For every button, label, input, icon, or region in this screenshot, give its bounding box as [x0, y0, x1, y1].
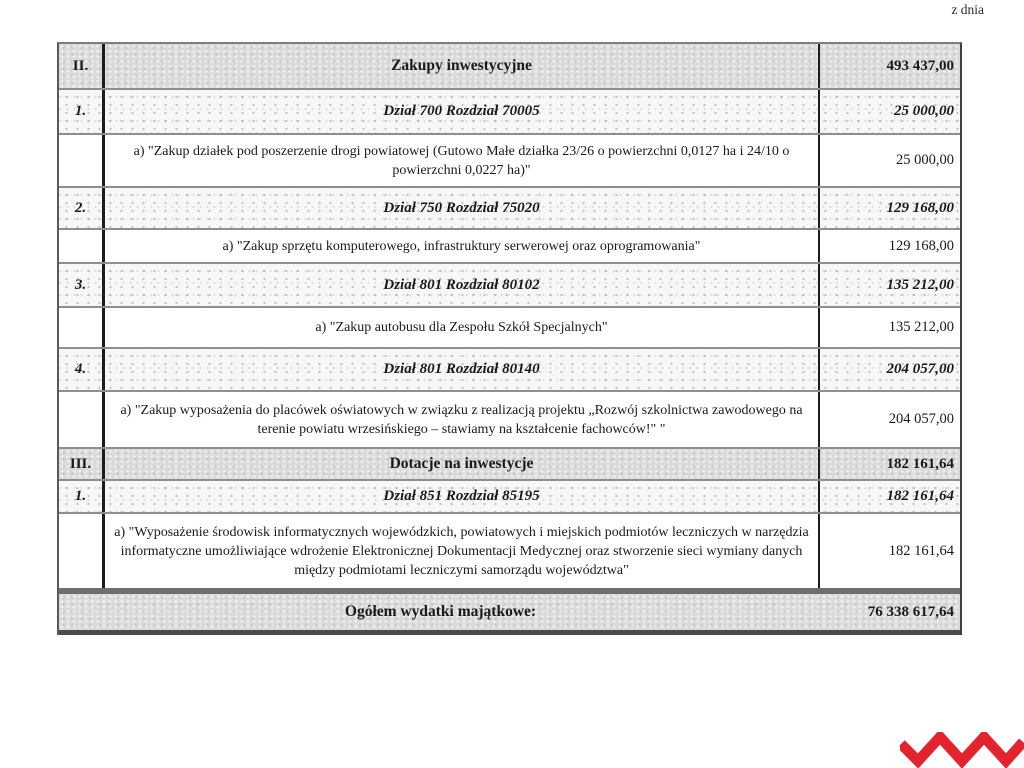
row-number: III. [59, 449, 105, 479]
row-number: 4. [59, 349, 105, 390]
row-number: 2. [59, 188, 105, 228]
table-row-chapter [59, 90, 960, 135]
table-row-item [59, 135, 960, 188]
row-number [59, 514, 105, 588]
row-number [59, 135, 105, 186]
row-amount: 182 161,64 [886, 455, 954, 472]
row-amount: 204 057,00 [888, 411, 954, 427]
table-row-chapter [59, 349, 960, 392]
row-amount: 25 000,00 [894, 103, 954, 119]
row-label: Dział 851 Rozdział 85195 [105, 481, 820, 512]
row-label: a) "Zakup działek pod poszerzenie drogi powiatowej (Gutowo Małe działka 23/26 o powierzchni 0,0127 ha i 24/10 o powierzchni 0,0227 ha)" [105, 135, 820, 186]
row-label: Dział 700 Rozdział 70005 [105, 90, 820, 133]
row-number: II. [59, 44, 105, 88]
table-row-section-ii [59, 44, 960, 90]
row-number: 1. [59, 90, 105, 133]
row-amount: 129 168,00 [888, 237, 954, 254]
row-number [59, 392, 105, 447]
row-amount: 493 437,00 [886, 57, 954, 74]
table-row-item [59, 308, 960, 349]
table-row-chapter [59, 188, 960, 230]
row-label: Dział 801 Rozdział 80102 [105, 264, 820, 306]
table-row-item [59, 514, 960, 588]
row-label: a) "Zakup sprzętu komputerowego, infrastruktury serwerowej oraz oprogramowania" [105, 230, 820, 262]
row-number: 1. [59, 481, 105, 512]
row-label: Dział 801 Rozdział 80140 [105, 349, 820, 390]
red-zigzag-icon [900, 732, 1024, 768]
row-number [59, 230, 105, 262]
row-amount: 135 212,00 [886, 276, 954, 293]
total-amount: 76 338 617,64 [867, 603, 954, 620]
row-label: Zakupy inwestycyjne [105, 44, 820, 88]
row-label: a) "Wyposażenie środowisk informatycznych wojewódzkich, powiatowych i miejskich podmiotów leczniczych w narzędzia informatyczne umożliwiające wdrożenie Elektronicznej Dokumentacji Medycznej oraz stworzenie sieci wymiany danych między podmiotami leczniczymi samorządu województwa" [105, 514, 820, 588]
row-number [59, 308, 105, 347]
table-row-item [59, 230, 960, 264]
table-row-chapter [59, 264, 960, 308]
row-label: Dział 750 Rozdział 75020 [105, 188, 820, 228]
row-amount: 135 212,00 [888, 319, 954, 335]
row-amount: 204 057,00 [886, 361, 954, 377]
row-label: a) "Zakup autobusu dla Zespołu Szkół Specjalnych" [105, 308, 820, 347]
row-amount: 25 000,00 [896, 152, 954, 168]
table-row-section-iii [59, 449, 960, 481]
date-note: z dnia [951, 2, 984, 17]
row-number: 3. [59, 264, 105, 306]
table-row-item [59, 392, 960, 449]
row-amount: 182 161,64 [886, 488, 954, 504]
row-label: Dotacje na inwestycje [105, 449, 820, 479]
row-amount: 182 161,64 [888, 542, 954, 559]
row-amount: 129 168,00 [886, 199, 954, 216]
table-total-row [59, 594, 960, 635]
table-row-chapter [59, 481, 960, 514]
row-label: a) "Zakup wyposażenia do placówek oświatowych w związku z realizacją projektu „Rozwój szkolnictwa zawodowego na terenie powiatu wrzesińskiego – stawiamy na kształcenie fachowców!" " [105, 392, 820, 447]
total-label: Ogółem wydatki majątkowe: [344, 603, 537, 620]
expenditure-table [57, 42, 962, 635]
